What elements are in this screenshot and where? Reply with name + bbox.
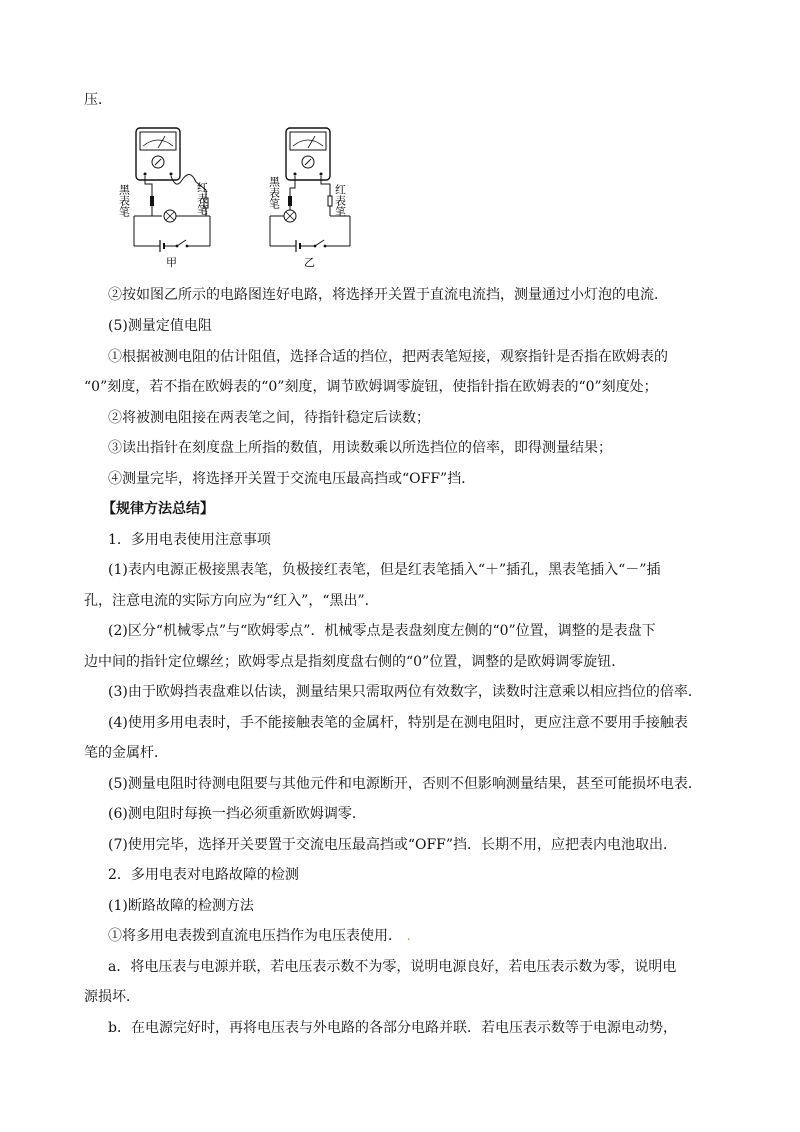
text-line-3: ①根据被测电阻的估计阻值，选择合适的挡位，把两表笔短接，观察指针是否指在欧姆表的 bbox=[108, 349, 668, 365]
text-line-20: 2．多用电表对电路故障的检测 bbox=[108, 867, 299, 883]
text-line-5: ②将被测电阻接在两表笔之间，待指针稳定后读数； bbox=[108, 410, 430, 426]
text-line-0: 压． bbox=[84, 92, 112, 108]
text-line-22 bbox=[108, 926, 411, 946]
text-line-22-content: ①将多用电表拨到直流电压挡作为电压表使用． bbox=[108, 928, 402, 944]
text-line-23: a．将电压表与电源并联，若电压表示数不为零，说明电源良好，若电压表示数为零，说明电 bbox=[108, 959, 677, 975]
section-heading: 【规律方法总结】 bbox=[102, 501, 214, 517]
text-line-2: (5)测量定值电阻 bbox=[108, 318, 212, 334]
text-line-4: “0”刻度，若不指在欧姆表的“0”刻度，调节欧姆调零旋钮，使指针指在欧姆表的“0”刻度处； bbox=[84, 379, 658, 395]
text-line-25: b．在电源完好时，再将电压表与外电路的各部分电路并联．若电压表示数等于电源电动势， bbox=[108, 1020, 677, 1036]
red-probe-label-left: 红表笔 bbox=[195, 182, 209, 215]
circuit-figure bbox=[110, 124, 360, 270]
text-line-24: 源损坏． bbox=[84, 989, 140, 1005]
text-line-21: (1)断路故障的检测方法 bbox=[108, 898, 254, 914]
black-probe-label-right: 黑表笔 bbox=[267, 176, 281, 209]
text-line-19: (7)使用完毕，选择开关要置于交流电压最高挡或“OFF”挡．长期不用，应把表内电池取出． bbox=[108, 837, 678, 853]
text-line-15: (4)使用多用电表时，手不能接触表笔的金属杆，特别是在测电阻时，更应注意不要用手接触表 bbox=[108, 715, 688, 731]
text-line-12: (2)区分“机械零点”与“欧姆零点”．机械零点是表盘刻度左侧的“0”位置，调整的是表盘下 bbox=[108, 623, 656, 639]
text-line-10: (1)表内电源正极接黑表笔，负极接红表笔，但是红表笔插入“＋”插孔，黑表笔插入“－”插 bbox=[108, 562, 661, 578]
caption-left: 甲 bbox=[166, 256, 177, 269]
text-line-17: (5)测量电阻时待测电阻要与其他元件和电源断开，否则不但影响测量结果，甚至可能损坏电表． bbox=[108, 776, 702, 792]
text-line-11: 孔，注意电流的实际方向应为“红入”，“黑出”． bbox=[84, 593, 379, 609]
text-line-18: (6)测电阻时每换一挡必须重新欧姆调零． bbox=[108, 806, 366, 822]
black-probe-label-left: 黑表笔 bbox=[117, 184, 131, 217]
text-line-1: ②按如图乙所示的电路图连好电路，将选择开关置于直流电流挡，测量通过小灯泡的电流． bbox=[108, 287, 668, 303]
red-probe-label-right: 红表笔 bbox=[333, 184, 347, 217]
text-line-14: (3)由于欧姆挡表盘难以估读，测量结果只需取两位有效数字，读数时注意乘以相应挡位的倍率． bbox=[108, 684, 702, 700]
text-line-6: ③读出指针在刻度盘上所指的数值，用读数乘以所选挡位的倍率，即得测量结果； bbox=[108, 440, 612, 456]
caption-right: 乙 bbox=[304, 256, 315, 269]
circuit-diagram-right bbox=[268, 128, 351, 269]
text-line-16: 笔的金属杆． bbox=[84, 745, 168, 761]
text-line-9: 1．多用电表使用注意事项 bbox=[108, 532, 271, 548]
stray-mark: . bbox=[402, 928, 411, 944]
circuit-diagram-left bbox=[118, 128, 211, 269]
text-line-13: 边中间的指针定位螺丝；欧姆零点是指刻度盘右侧的“0”位置，调整的是欧姆调零旋钮． bbox=[84, 654, 626, 670]
text-line-7: ④测量完毕，将选择开关置于交流电压最高挡或“OFF”挡． bbox=[108, 471, 476, 487]
